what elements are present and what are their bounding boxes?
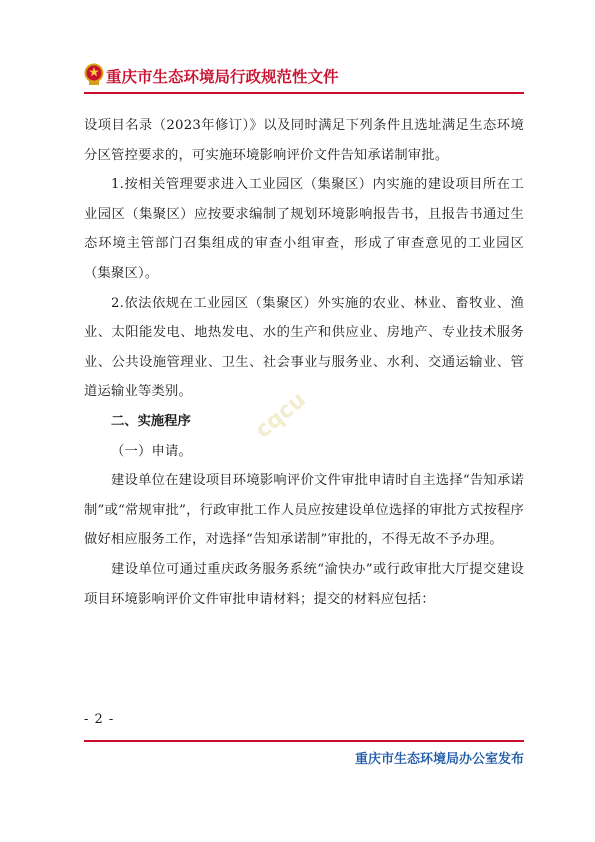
paragraph-materials: 建设单位可通过重庆政务服务系统“渝快办”或行政审批大厅提交建设项目环境影响评价文件审批申请材料；提交的材料应包括：	[84, 561, 524, 607]
paragraph-application: 建设单位在建设项目环境影响评价文件审批申请时自主选择“告知承诺制”或“常规审批”，行政审批工作人员应按建设单位选择的审批方式按程序做好相应服务工作，对选择“告知承诺制”审批的，不得无故不予办理。	[84, 473, 524, 548]
document-body	[84, 111, 524, 614]
paragraph-continuation: 设项目名录（2023年修订）》以及同时满足下列条件且选址满足生态环境分区管控要求的，可实施环境影响评价文件告知承诺制审批。	[84, 118, 524, 163]
page-number: - 2 -	[84, 712, 115, 727]
footer-publisher: 重庆市生态环境局办公室发布	[354, 752, 524, 767]
paragraph-condition-2: 2.依法依规在工业园区（集聚区）外实施的农业、林业、畜牧业、渔业、太阳能发电、地热发电、水的生产和供应业、房地产、专业技术服务业、公共设施管理业、卫生、社会事业与服务业、水利、交通运输业、管道运输业等类别。	[84, 295, 524, 400]
footer-rule	[84, 740, 524, 742]
watermark: cqcu	[250, 387, 311, 444]
section-heading: 二、实施程序	[111, 413, 191, 429]
header-title: 重庆市生态环境局行政规范性文件	[106, 68, 339, 86]
subsection-heading: （一）申请。	[111, 443, 192, 459]
paragraph-condition-1: 1.按相关管理要求进入工业园区（集聚区）内实施的建设项目所在工业园区（集聚区）应按要求编制了规划环境影响报告书，且报告书通过生态环境主管部门召集组成的审查小组审查，形成了审查意见的工业园区（集聚区）。	[84, 177, 524, 281]
national-emblem-icon	[84, 62, 104, 86]
header-rule	[84, 92, 524, 94]
